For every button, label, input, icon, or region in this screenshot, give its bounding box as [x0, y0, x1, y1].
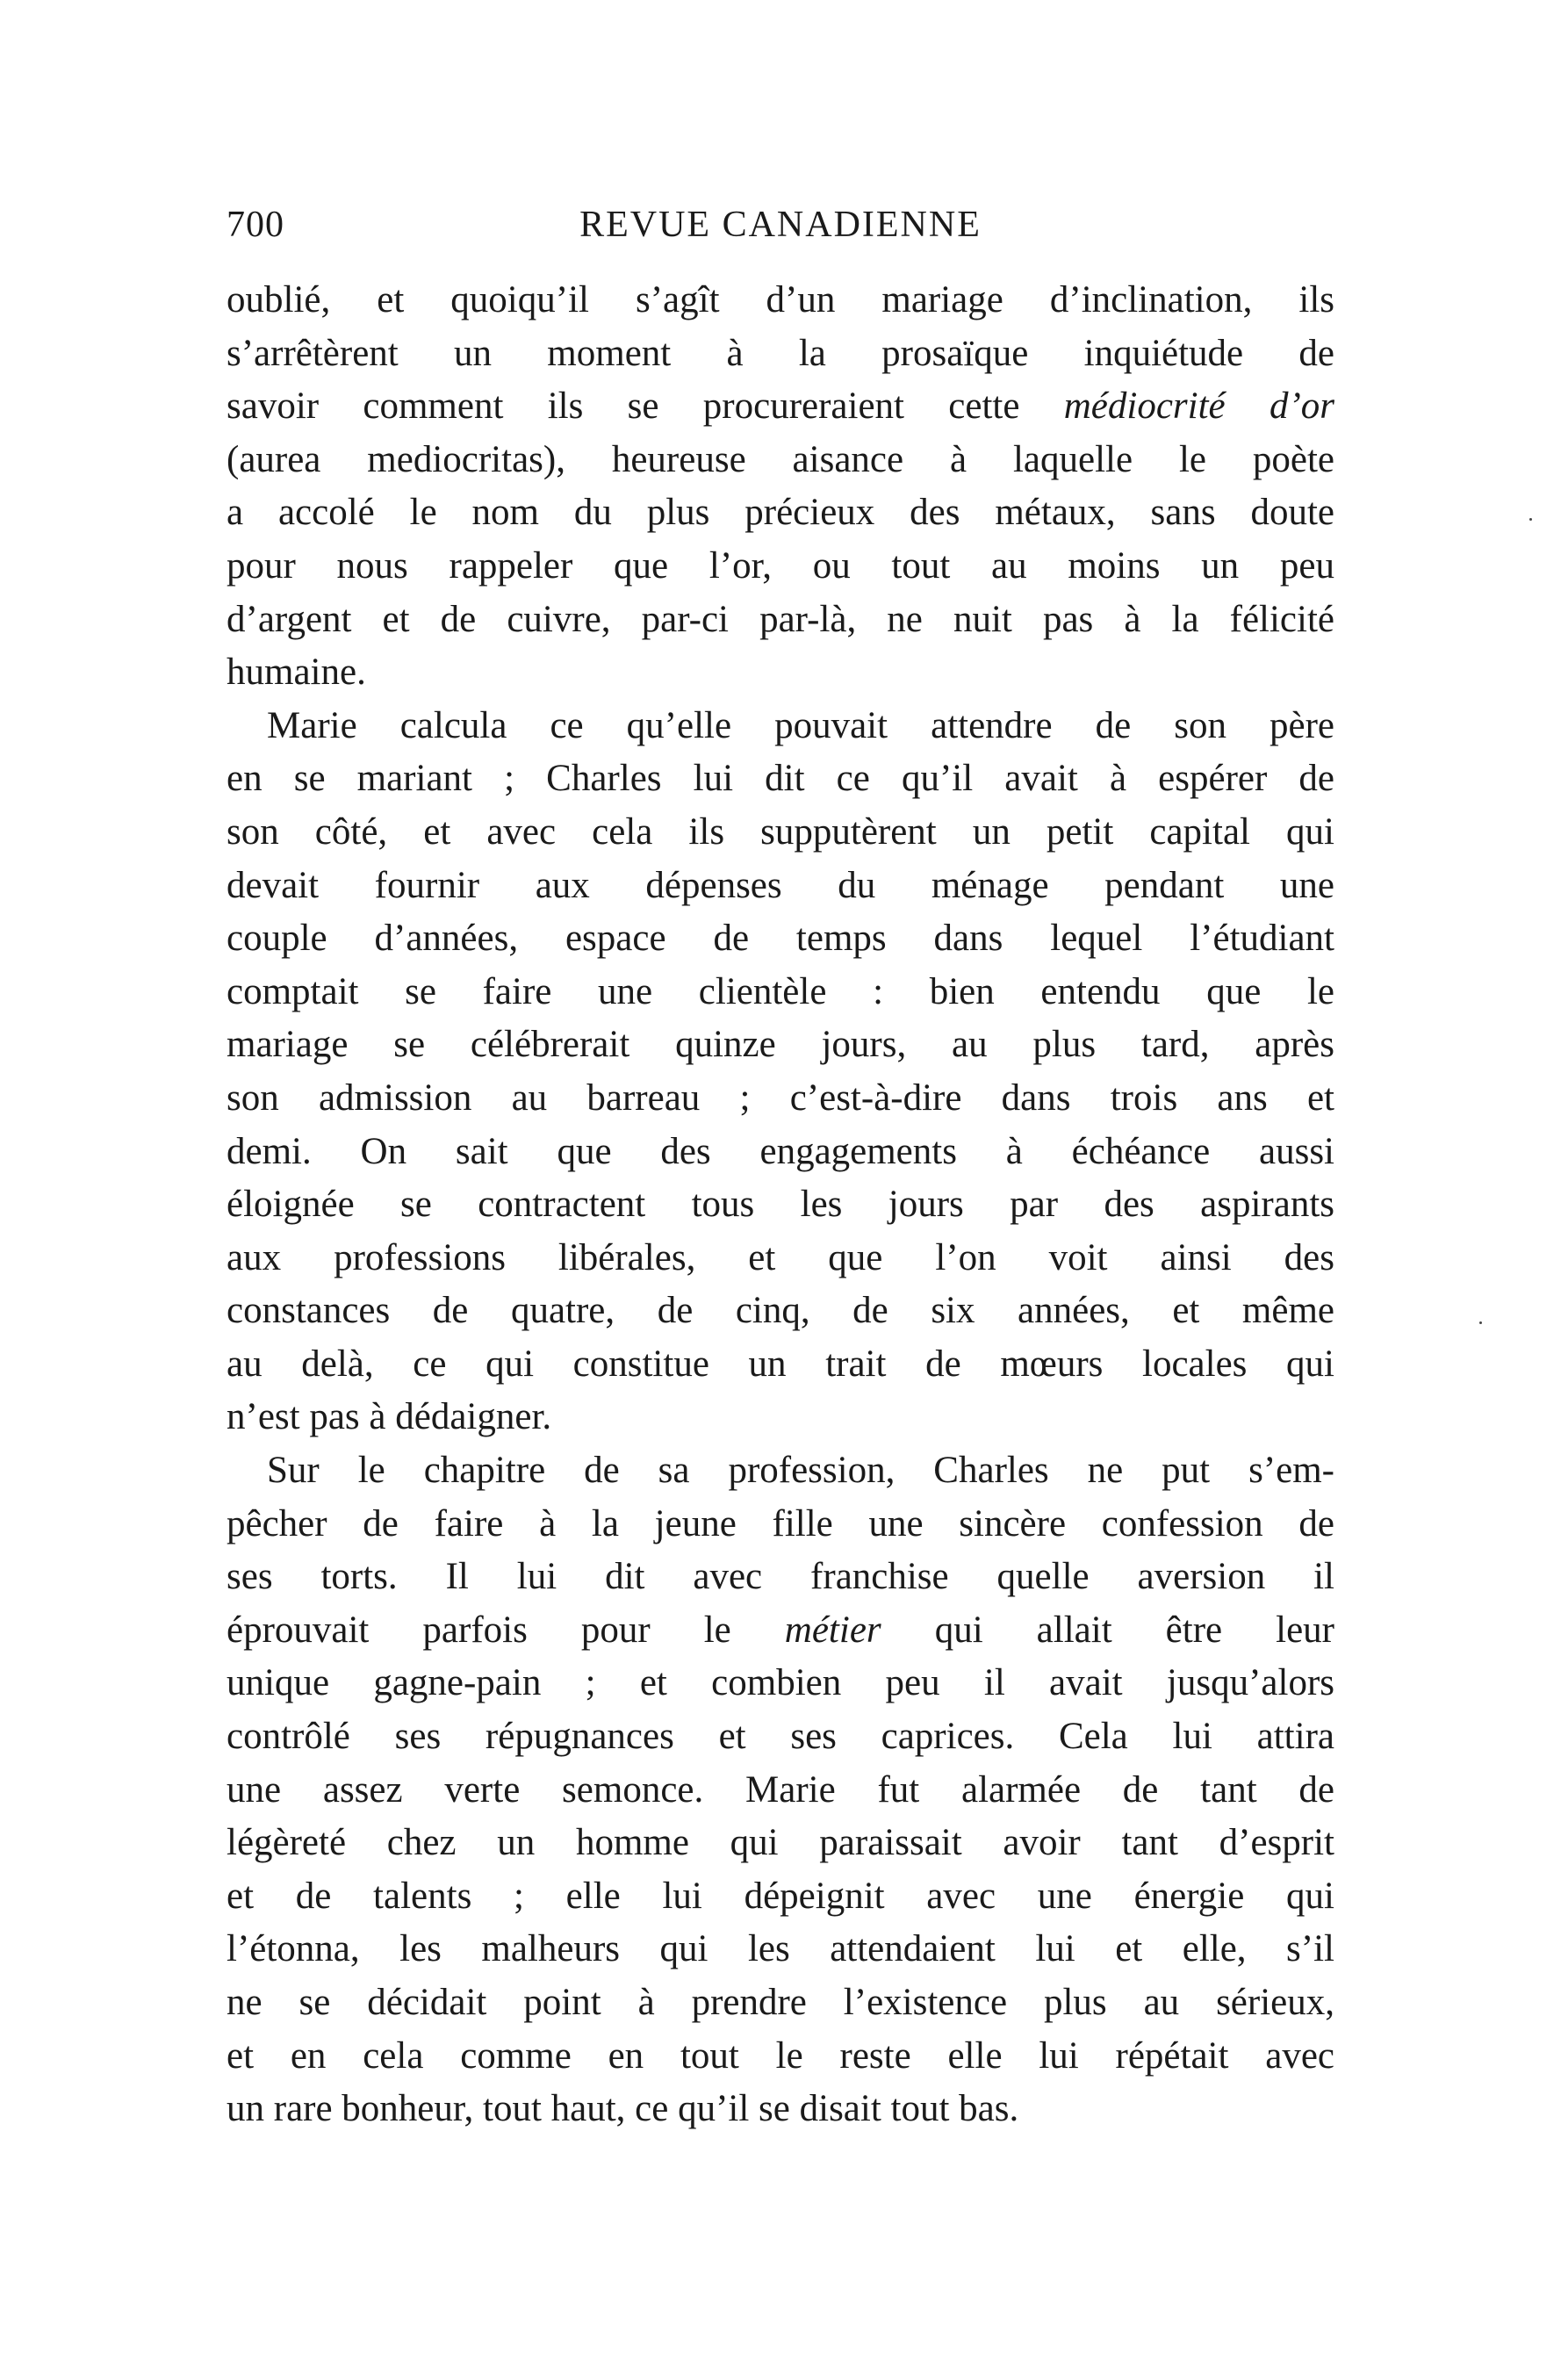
- text-line: l’étonna, les malheurs qui les attendaient lui et elle, s’il: [227, 1928, 1334, 1970]
- italic-phrase: métier: [784, 1609, 881, 1651]
- text-line: mariage se célébrerait quinze jours, au plus tard, après: [227, 1024, 1334, 1066]
- text-line: son admission au barreau ; c’est-à-dire dans trois ans et: [227, 1076, 1334, 1119]
- text-line: unique gagne-pain ; et combien peu il avait jusqu’alors: [227, 1662, 1334, 1704]
- text-line: s’arrêtèrent un moment à la prosaïque inquiétude de: [227, 332, 1334, 374]
- text-line: ne se décidait point à prendre l’existence plus au sérieux,: [227, 1982, 1334, 2023]
- paragraph: [227, 1444, 1334, 2136]
- text-line: d’argent et de cuivre, par-ci par-là, ne nuit pas à la félicité: [227, 598, 1334, 640]
- text-line: constances de quatre, de cinq, de six années, et même: [227, 1290, 1334, 1332]
- text-line: pour nous rappeler que l’or, ou tout au moins un peu: [227, 544, 1334, 587]
- text-line: un rare bonheur, tout haut, ce qu’il se disait tout bas.: [227, 2088, 1019, 2130]
- text-line: comptait se faire une clientèle : bien entendu que le: [227, 970, 1334, 1012]
- text-line: Marie calcula ce qu’elle pouvait attendre de son père: [267, 704, 1334, 746]
- italic-phrase: médiocrité d’or: [1063, 385, 1334, 428]
- text-line: contrôlé ses répugnances et ses caprices. Cela lui attira: [227, 1716, 1334, 1758]
- text-line: son côté, et avec cela ils supputèrent un petit capital qui: [227, 810, 1334, 853]
- text-line: oublié, et quoiqu’il s’agît d’un mariage d’inclination, ils: [227, 279, 1334, 320]
- text-line: devait fournir aux dépenses du ménage pendant une: [227, 864, 1334, 906]
- text-line: au delà, ce qui constitue un trait de mœurs locales qui: [227, 1343, 1334, 1385]
- text-line: et de talents ; elle lui dépeignit avec une énergie qui: [227, 1875, 1334, 1917]
- scan-speck: [1529, 518, 1532, 521]
- text-line: éprouvait parfois pour le métier qui allait être leur: [227, 1609, 1334, 1651]
- paragraph: [227, 274, 1334, 700]
- text-line: éloignée se contractent tous les jours par des aspirants: [227, 1184, 1334, 1226]
- text-line: aux professions libérales, et que l’on voit ainsi des: [227, 1236, 1334, 1278]
- text-line: ses torts. Il lui dit avec franchise quelle aversion il: [227, 1556, 1334, 1598]
- running-title: REVUE CANADIENNE: [579, 205, 982, 245]
- text-line: pêcher de faire à la jeune fille une sincère confession de: [227, 1502, 1334, 1544]
- text-line: (aurea mediocritas), heureuse aisance à laquelle le poète: [227, 438, 1334, 480]
- text-line: une assez verte semonce. Marie fut alarmée de tant de: [227, 1768, 1334, 1811]
- paragraph: [227, 700, 1334, 1444]
- text-line: couple d’années, espace de temps dans lequel l’étudiant: [227, 918, 1334, 960]
- text-line: n’est pas à dédaigner.: [227, 1396, 552, 1438]
- text-line: savoir comment ils se procureraient cette médiocrité d’or: [227, 385, 1334, 428]
- text-line: Sur le chapitre de sa profession, Charles ne put s’em-: [267, 1450, 1334, 1492]
- text-line: légèreté chez un homme qui paraissait avoir tant d’esprit: [227, 1822, 1334, 1864]
- text-line: a accolé le nom du plus précieux des métaux, sans doute: [227, 492, 1334, 534]
- text-line: en se mariant ; Charles lui dit ce qu’il avait à espérer de: [227, 758, 1334, 800]
- text-line: humaine.: [227, 652, 366, 694]
- body-text: [227, 274, 1334, 2136]
- scan-speck: [1479, 1321, 1482, 1324]
- text-line: demi. On sait que des engagements à échéance aussi: [227, 1130, 1334, 1172]
- text-line: et en cela comme en tout le reste elle lui répétait avec: [227, 2034, 1334, 2077]
- page-number: 700: [227, 205, 284, 245]
- running-header: [227, 198, 1334, 251]
